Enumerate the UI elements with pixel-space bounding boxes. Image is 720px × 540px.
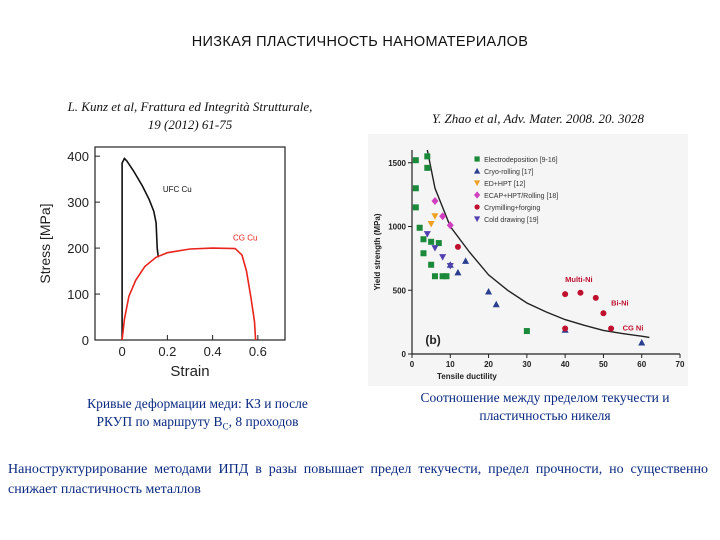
data-point [431, 213, 438, 220]
data-point [577, 290, 583, 296]
left-caption-line1: Кривые деформации меди: КЗ и после [87, 396, 308, 411]
legend-label: Cryo-rolling [17] [484, 169, 534, 176]
y-tick-label: 1500 [388, 158, 406, 168]
y-axis-label: Stress [MPa] [37, 203, 53, 284]
x-tick-label: 30 [522, 360, 532, 369]
legend-marker [474, 216, 480, 222]
data-point [428, 239, 434, 245]
x-tick-label: 70 [675, 360, 685, 369]
left-caption-subscript: C [222, 421, 229, 432]
y-tick-label: 200 [67, 241, 89, 257]
point-annotation: Bi-Ni [611, 298, 629, 308]
x-tick-label: 0 [118, 344, 126, 359]
stress-strain-chart [30, 135, 330, 385]
data-point [593, 295, 599, 301]
data-point [428, 262, 434, 268]
series-label: CG Cu [232, 233, 258, 243]
x-axis-label: Tensile ductility [437, 372, 497, 381]
legend-marker [474, 191, 480, 198]
x-tick-label: 20 [484, 360, 494, 369]
right-caption [375, 389, 715, 425]
legend-label: ED+HPT [12] [484, 181, 526, 188]
trend-curve [427, 150, 649, 337]
legend-marker [474, 180, 480, 186]
data-point [447, 221, 454, 229]
y-tick-label: 0 [401, 350, 406, 359]
data-point [493, 301, 500, 308]
point-annotation: Multi-Ni [565, 274, 593, 284]
data-point [443, 273, 449, 279]
left-caption [20, 395, 375, 436]
x-tick-label: 0.4 [203, 344, 222, 359]
data-point [431, 197, 438, 205]
x-tick-label: 0.6 [248, 344, 267, 359]
legend-marker [474, 204, 479, 209]
x-tick-label: 10 [445, 360, 455, 369]
y-tick-label: 400 [67, 149, 89, 165]
data-point [413, 185, 419, 191]
data-point [424, 153, 430, 159]
data-point [413, 204, 419, 210]
x-tick-label: 0.2 [158, 344, 177, 359]
left-reference-line2: 19 (2012) 61-75 [147, 117, 233, 132]
y-tick-label: 100 [67, 287, 89, 303]
y-tick-label: 0 [81, 333, 89, 348]
yield-ductility-chart [368, 134, 688, 386]
legend-marker [474, 168, 480, 174]
y-tick-label: 300 [67, 195, 89, 211]
right-caption-line2: пластичностью никеля [479, 408, 611, 423]
data-point [485, 288, 492, 295]
right-reference: Y. Zhao et al, Adv. Mater. 2008. 20. 3028 [431, 111, 645, 126]
data-point [454, 269, 461, 276]
data-point [562, 326, 568, 332]
conclusion-text: Наноструктурирование методами ИПД в разы повышает предел текучести, предел прочности, но существенно снижает пластичность металлов [8, 462, 708, 497]
data-point [431, 245, 438, 252]
data-point [428, 221, 435, 228]
y-tick-label: 500 [392, 286, 406, 296]
legend-label: Electrodeposition [9-16] [484, 157, 558, 164]
series-line [122, 248, 256, 340]
right-caption-line1: Соотношение между пределом текучести и [420, 390, 670, 405]
x-tick-label: 0 [409, 360, 415, 369]
plot-frame [95, 147, 285, 340]
data-point [608, 326, 614, 332]
data-point [420, 236, 426, 242]
y-axis-label: Yield strength (MPa) [373, 213, 382, 291]
x-tick-label: 60 [637, 360, 647, 369]
data-point [462, 257, 469, 264]
left-reference-line1: L. Kunz et al, Frattura ed Integrità Strutturale, [67, 99, 313, 114]
left-caption-line2 [20, 413, 375, 436]
legend-label: ECAP+HPT/Rolling [18] [484, 193, 559, 200]
x-tick-label: 50 [598, 360, 608, 369]
data-point [417, 225, 423, 231]
data-point [420, 250, 426, 256]
x-axis-label: Strain [170, 363, 210, 380]
legend-label: Cold drawing [19] [484, 217, 539, 224]
series-label: UFC Cu [162, 185, 192, 195]
left-caption-line2-b: , 8 проходов [228, 414, 299, 429]
data-point [413, 157, 419, 163]
y-tick-label: 1000 [388, 222, 406, 232]
page-title: НИЗКАЯ ПЛАСТИЧНОСТЬ НАНОМАТЕРИАЛОВ [191, 34, 529, 50]
legend-marker [474, 156, 479, 161]
series-line [122, 159, 158, 341]
legend-label: Crymilling+forging [484, 205, 541, 212]
left-caption-line2-a: РКУП по маршруту В [96, 414, 223, 429]
data-point [424, 165, 430, 171]
panel-label: (b) [425, 332, 441, 347]
point-annotation: CG Ni [622, 323, 644, 333]
data-point [439, 254, 446, 261]
data-point [638, 339, 645, 346]
x-tick-label: 40 [560, 360, 570, 369]
data-point [432, 273, 438, 279]
data-point [455, 244, 461, 250]
data-point [562, 291, 568, 297]
left-reference [30, 98, 350, 134]
data-point [524, 328, 530, 334]
data-point [600, 310, 606, 316]
